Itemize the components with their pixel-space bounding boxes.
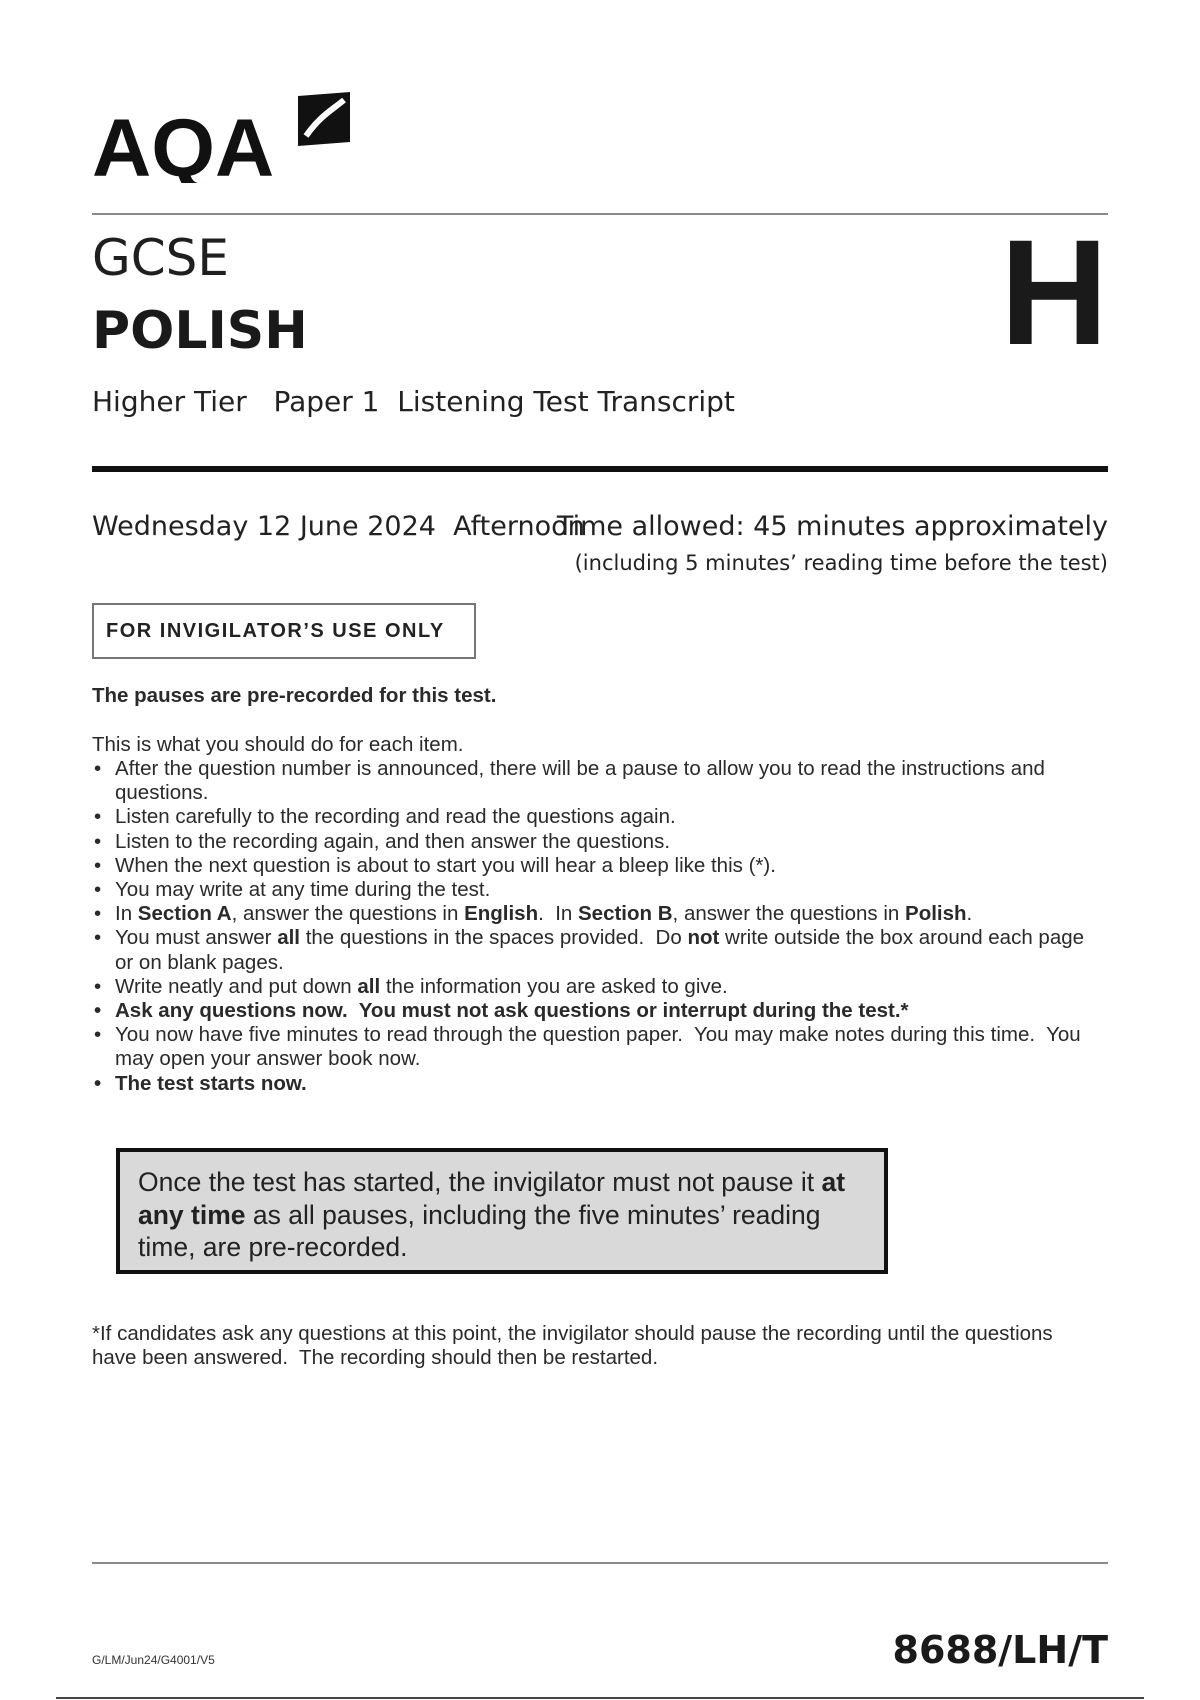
list-item: • You now have five minutes to read through the question paper. You may make notes during this time. You may open your answer book now. [92,1023,1092,1071]
footnote: *If candidates ask any questions at this point, the invigilator should pause the recording until the questions have been answered. The recording should then be restarted. [92,1322,1059,1370]
list-item: • You may write at any time during the test. [92,878,1092,902]
paper-label: Paper 1 [273,385,380,418]
aqa-mark-icon [298,92,350,146]
time-allowed: Time allowed: 45 minutes approximately [556,511,1108,542]
list-item: • Listen to the recording again, and then answer the questions. [92,830,1092,854]
invigilator-box: FOR INVIGILATOR’S USE ONLY [92,603,476,659]
list-item: • Write neatly and put down all the information you are asked to give. [92,975,1092,999]
exam-date-line [92,509,1108,545]
footer-divider [92,1562,1108,1564]
aqa-logo-graphic [92,88,352,183]
paper-subtitle [92,384,735,420]
reading-time-note: (including 5 minutes’ reading time before the test) [574,551,1108,575]
list-item: • After the question number is announced, there will be a pause to allow you to read the instructions and questions. [92,757,1092,805]
list-item: • When the next question is about to start you will hear a bleep like this (*). [92,854,1092,878]
instruction-list [92,757,1092,1096]
aqa-logo-text: AQA [92,103,275,183]
document-reference: G/LM/Jun24/G4001/V5 [92,1653,215,1667]
qualification-title: GCSE [92,229,229,287]
list-item: • You must answer all the questions in the spaces provided. Do not write outside the box around each page or on blank pages. [92,926,1092,974]
paper-code: 8688/LH/T [892,1628,1108,1672]
tier-label: Higher Tier [92,385,247,418]
invigilator-notice: Once the test has started, the invigilator must not pause it at any time as all pauses, including the five minutes’ reading time, are pre-recorded. [116,1148,888,1274]
aqa-logo [92,88,352,183]
exam-date: Wednesday 12 June 2024 [92,511,436,542]
tier-letter: H [1000,208,1109,376]
list-item: • Ask any questions now. You must not ask questions or interrupt during the test.* [92,999,1092,1023]
document-title: Listening Test Transcript [397,385,735,418]
header-divider [92,213,1108,215]
instructions-intro: This is what you should do for each item. [92,733,464,756]
page-bottom-edge [56,1697,1144,1699]
exam-session: Afternoon [453,511,585,542]
list-item: • Listen carefully to the recording and read the questions again. [92,805,1092,829]
pauses-note: The pauses are pre-recorded for this test. [92,684,497,707]
list-item: • The test starts now. [92,1072,1092,1096]
list-item: • In Section A, answer the questions in English. In Section B, answer the questions in Polish. [92,902,1092,926]
subject-title: POLISH [92,301,308,361]
title-divider [92,466,1108,472]
